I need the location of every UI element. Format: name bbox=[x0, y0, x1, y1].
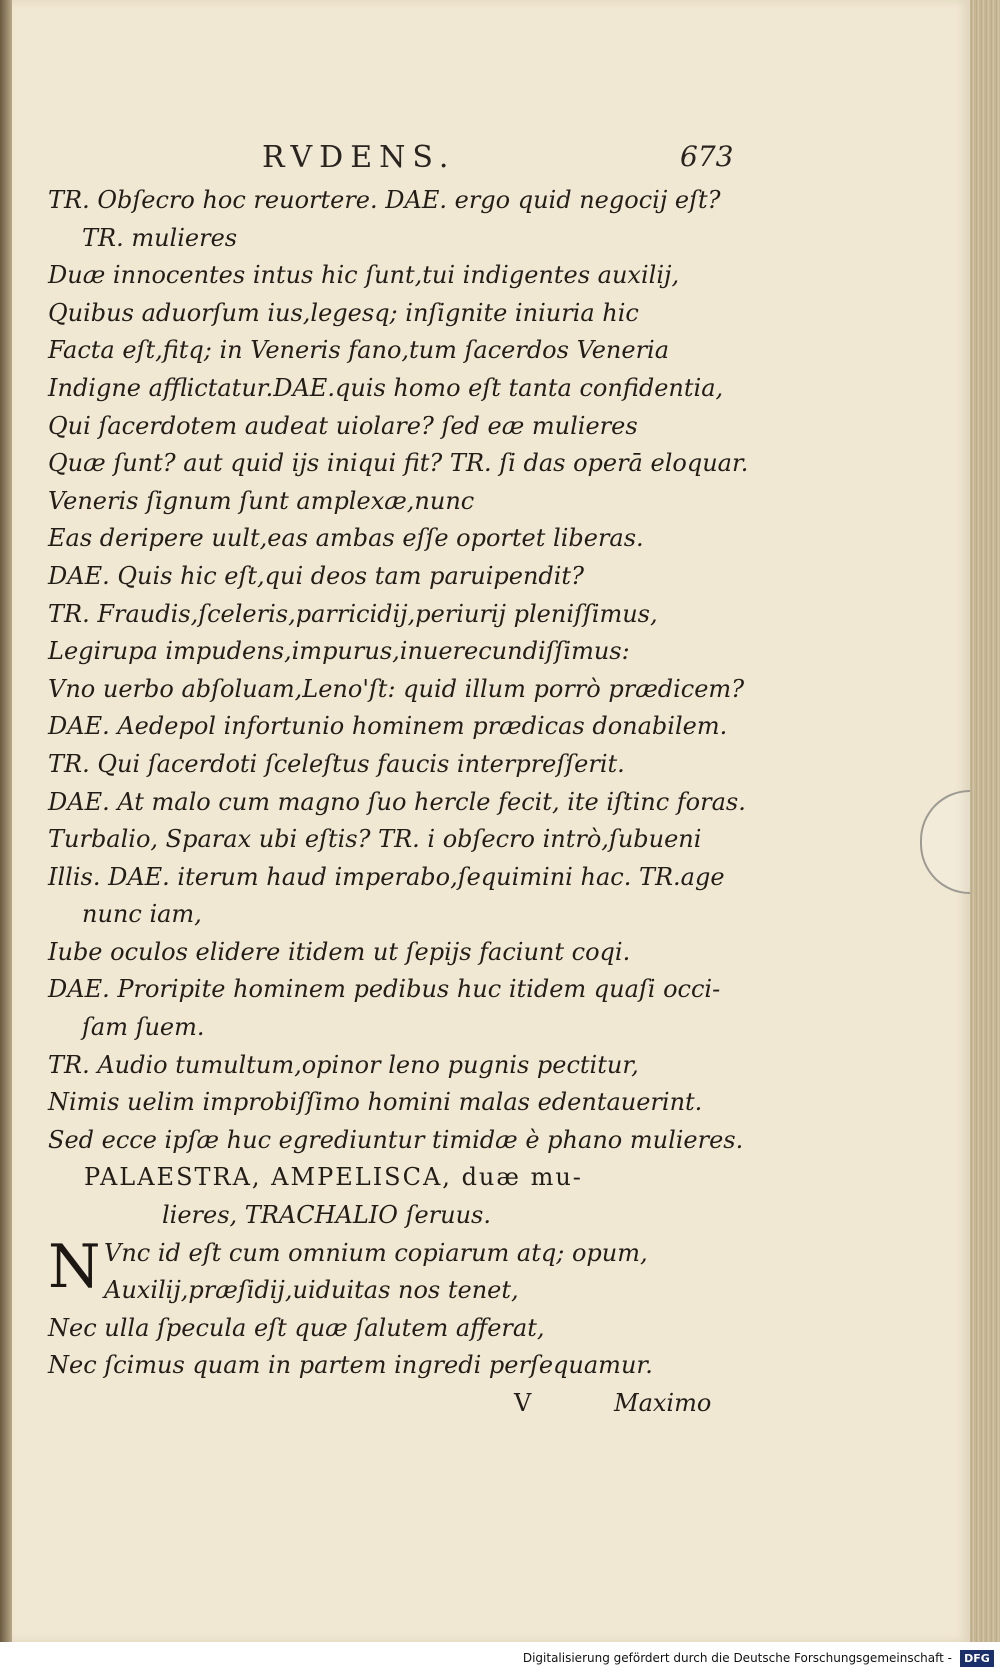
running-title: RVDENS. bbox=[262, 140, 456, 175]
text-line: Indigne afflictatur.DAE.quis homo eſt tanta confidentia, bbox=[48, 373, 724, 402]
text-line: Veneris ſignum ſunt amplexæ,nunc bbox=[48, 486, 475, 515]
text-line: Qui ſacerdotem audeat uiolare? ſed eæ mulieres bbox=[48, 411, 638, 440]
dfg-logo: DFG bbox=[960, 1650, 994, 1667]
text-line: nunc iam, bbox=[82, 900, 202, 929]
text-line: TR. Obſecro hoc reuortere. DAE. ergo quid negocij eſt? bbox=[48, 186, 721, 214]
text-line: Quæ ſunt? aut quid ijs iniqui fit? TR. ſi das operā eloquar. bbox=[48, 449, 749, 478]
page-edges bbox=[970, 0, 1000, 1642]
text-line: TR. Fraudis,ſceleris,parricidij,periurij pleniſſimus, bbox=[48, 599, 658, 628]
text-line: TR. mulieres bbox=[82, 223, 238, 252]
footer-bar bbox=[0, 1642, 1000, 1677]
drop-cap: N bbox=[48, 1231, 101, 1302]
text-line: DAE. At malo cum magno ſuo hercle fecit, ite iſtinc foras. bbox=[48, 787, 746, 816]
text-line: Iube oculos elidere itidem ut ſepijs faciunt coqi. bbox=[48, 937, 631, 966]
text-line: Vno uerbo abſoluam,Leno'ſt: quid illum porrò prædicem? bbox=[48, 674, 745, 703]
text-line: DAE. Proripite hominem pedibus huc itidem quaſi occi- bbox=[48, 975, 721, 1004]
scene-heading: PALAESTRA, AMPELISCA, duæ mu- bbox=[84, 1163, 583, 1192]
catchword-line bbox=[48, 1385, 748, 1423]
text-line: Duæ innocentes intus hic ſunt,tui indigentes auxilij, bbox=[48, 261, 680, 290]
text-line-content: Vnc id eſt cum omnium copiarum atq; opum, bbox=[104, 1238, 648, 1267]
text-line: DAE. Aedepol infortunio hominem prædicas donabilem. bbox=[48, 712, 728, 741]
footer-credit: Digitalisierung gefördert durch die Deutsche Forschungsgemeinschaft - bbox=[522, 1651, 952, 1665]
text-line: Quibus aduorſum ius,legesq; inſignite iniuria hic bbox=[48, 298, 639, 327]
text-line: TR. Qui ſacerdoti ſceleſtus faucis interpreſſerit. bbox=[48, 749, 625, 778]
signature-mark: V bbox=[514, 1389, 532, 1417]
text-line: Illis. DAE. iterum haud imperabo,ſequimini hac. TR.age bbox=[48, 862, 725, 891]
text-line: Turbalio, Sparax ubi eſtis? TR. i obſecro intrò,ſubueni bbox=[48, 825, 702, 854]
text-line: ſam ſuem. bbox=[82, 1013, 205, 1042]
text-line: DAE. Quis hic eſt,qui deos tam paruipendit? bbox=[48, 561, 584, 590]
text-line: TR. Audio tumultum,opinor leno pugnis pectitur, bbox=[48, 1050, 639, 1079]
text-line: Eas deripere uult,eas ambas eſſe oportet liberas. bbox=[48, 524, 644, 553]
text-line: Facta eſt,fitq; in Veneris fano,tum ſacerdos Veneria bbox=[48, 336, 670, 365]
page-number: 673 bbox=[680, 140, 734, 173]
catchword: Maximo bbox=[614, 1389, 712, 1417]
scene-heading: lieres, TRACHALIO ſeruus. bbox=[162, 1201, 491, 1230]
text-line: Legirupa impudens,impurus,inuerecundiſſimus: bbox=[48, 637, 630, 666]
page-text bbox=[48, 182, 748, 1423]
text-line: Sed ecce ipſæ huc egrediuntur timidæ è phano mulieres. bbox=[48, 1125, 744, 1154]
book-page bbox=[12, 0, 970, 1642]
paper-clip bbox=[920, 790, 970, 894]
binding-edge bbox=[0, 0, 12, 1677]
text-line: Auxilij,præſidij,uiduitas nos tenet, bbox=[104, 1276, 519, 1305]
text-line: Nimis uelim improbiſſimo homini malas edentauerint. bbox=[48, 1088, 703, 1117]
text-line: Nec ſcimus quam in partem ingredi perſequamur. bbox=[48, 1351, 653, 1380]
text-line: Nec ulla ſpecula eſt quæ ſalutem afferat, bbox=[48, 1313, 545, 1342]
